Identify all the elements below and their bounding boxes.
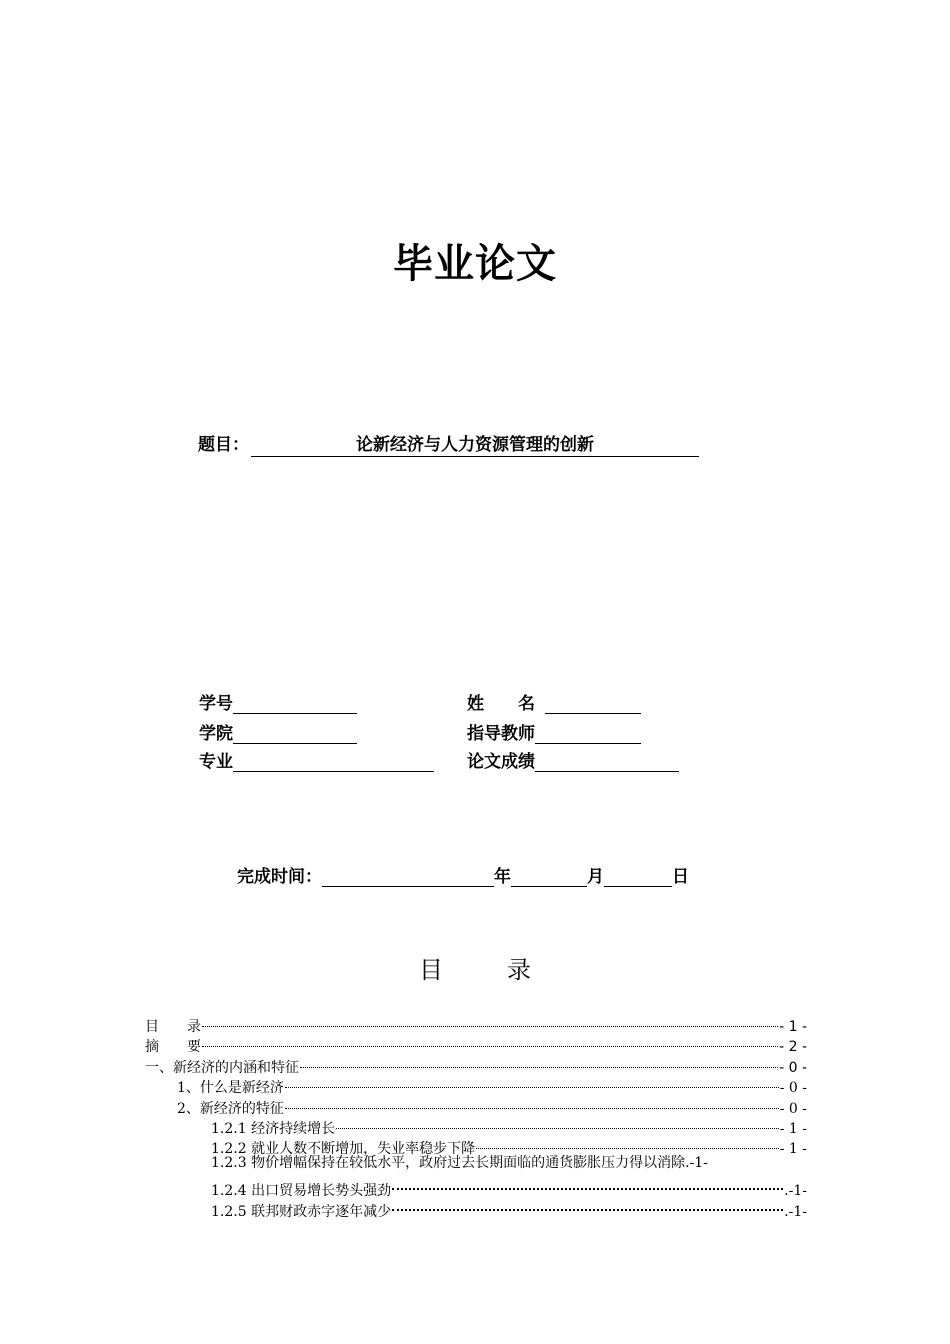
day-label: 日 [672,867,689,887]
grade-field [467,747,679,772]
student-id-line [233,695,357,714]
name-line [545,695,641,714]
month-label: 月 [587,867,604,887]
grade-label: 论文成绩 [467,752,535,772]
topic-value: 论新经济与人力资源管理的创新 [251,430,699,457]
toc-entry[interactable]: 1.2.3 物价增幅保持在较低水平，政府过去长期面临的通货膨胀压力得以消除 .-1- [211,1154,708,1171]
college-line [233,725,357,744]
toc-entry[interactable]: 目 录 - 1 - [145,1010,807,1030]
document-title: 毕业论文 [393,241,557,287]
name-field [467,689,641,714]
toc-entry[interactable]: 摘 要 - 2 - [145,1030,807,1050]
college-label: 学院 [199,724,233,744]
toc-entry[interactable]: 1.2.5 联邦财政赤字逐年减少 .-1- [145,1194,807,1214]
completion-date [237,862,689,887]
grade-line [535,753,679,772]
month-line [511,868,587,887]
major-field [199,747,434,772]
year-label: 年 [494,867,511,887]
toc-heading [0,950,950,985]
name-label: 姓 名 [467,694,535,714]
toc-heading-left: 目 [419,956,443,984]
toc-entry[interactable]: 1.2.2 就业人数不断增加，失业率稳步下降 - 1 - [145,1132,807,1152]
advisor-label: 指导教师 [467,724,535,744]
completion-label: 完成时间： [237,867,322,887]
toc-entry[interactable]: 1.2.4 出口贸易增长势头强劲 .-1- [145,1173,807,1193]
year-line [322,868,494,887]
topic-row [198,430,699,457]
day-line [604,868,672,887]
major-label: 专业 [199,752,233,772]
table-of-contents [145,1010,807,1220]
student-id-field [199,689,357,714]
toc-entry[interactable]: 2、新经济的特征 - 0 - [145,1092,807,1112]
major-line [233,753,434,772]
college-field [199,719,357,744]
toc-entry[interactable]: 1.2.1 经济持续增长 - 1 - [145,1112,807,1132]
advisor-line [535,725,641,744]
student-id-label: 学号 [199,694,233,714]
toc-entry[interactable]: 1、什么是新经济 - 0 - [145,1071,807,1091]
toc-entry[interactable]: 一、新经济的内涵和特征 - 0 - [145,1051,807,1071]
advisor-field [467,719,641,744]
topic-label: 题目： [198,435,249,455]
toc-heading-right: 录 [507,956,531,984]
